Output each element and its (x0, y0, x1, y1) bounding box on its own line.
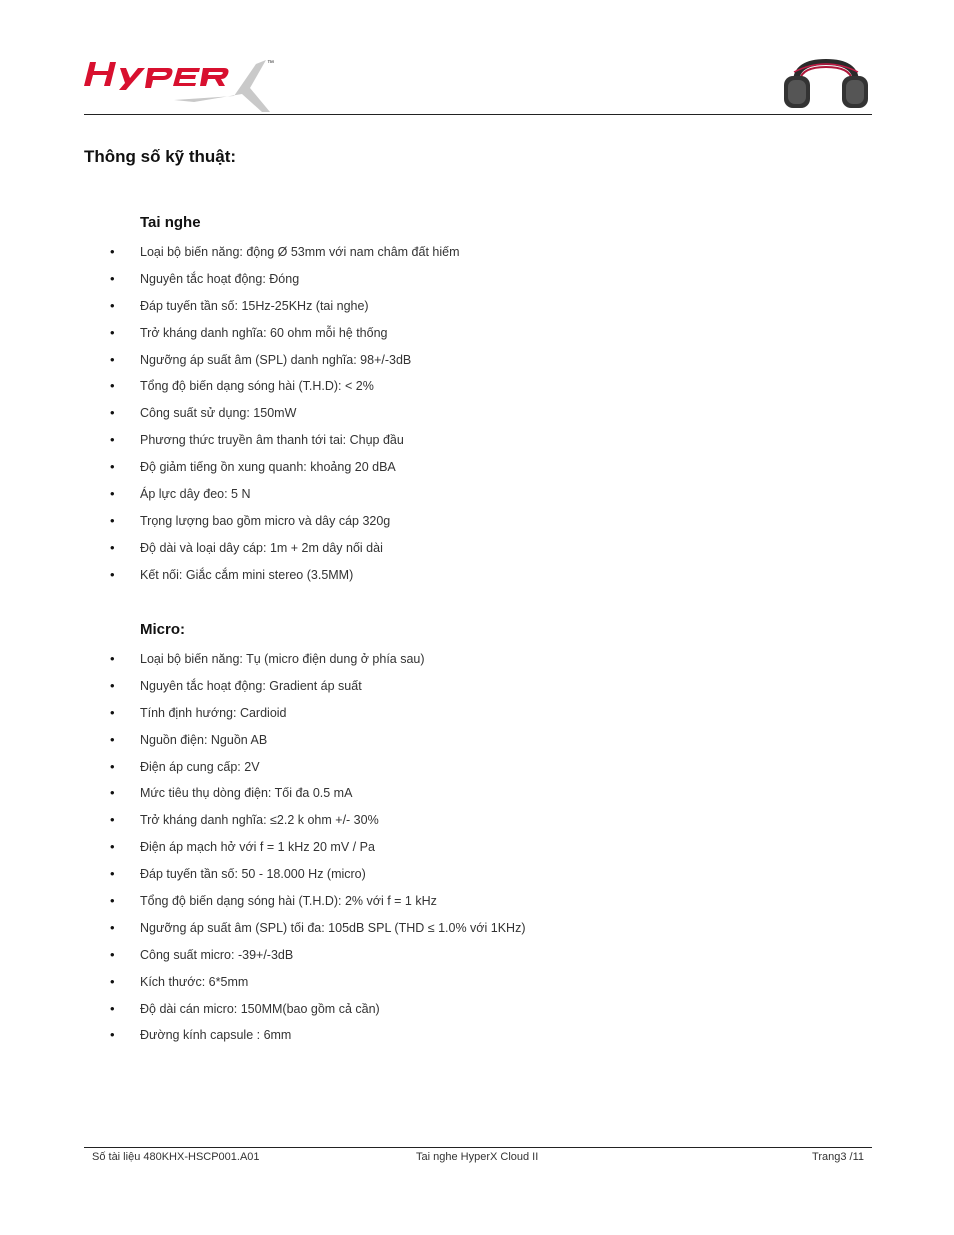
spec-item (110, 758, 526, 785)
spec-item (110, 973, 526, 1000)
bullet-icon: • (110, 973, 115, 989)
bullet-icon: • (110, 244, 115, 259)
bullet-icon: • (110, 432, 115, 448)
spec-item (110, 458, 460, 485)
spec-item (110, 784, 526, 811)
spec-text: Công suất micro: -39+/-3dB (140, 947, 294, 962)
spec-item (110, 377, 460, 404)
footer-doc-number: Số tài liệu 480KHX-HSCP001.A01 (92, 1151, 260, 1163)
spec-text: Loại bộ biến năng: động Ø 53mm với nam châm đất hiếm (140, 245, 460, 259)
bullet-icon: • (110, 651, 115, 666)
spec-item (110, 838, 526, 865)
bullet-icon: • (110, 866, 115, 882)
bullet-icon: • (110, 839, 115, 855)
spec-item (110, 243, 460, 270)
spec-item (110, 650, 526, 677)
spec-text: Công suất sử dụng: 150mW (140, 406, 297, 421)
bullet-icon: • (110, 919, 115, 935)
spec-text: Loại bộ biến năng: Tụ (micro điện dung ở phía sau) (140, 652, 425, 666)
spec-item (110, 865, 526, 892)
spec-item (110, 297, 460, 324)
spec-text: Phương thức truyền âm thanh tới tai: Chụp đầu (140, 433, 404, 448)
spec-text: Nguyên tắc hoạt động: Đóng (140, 271, 300, 286)
spec-item (110, 946, 526, 973)
spec-text: Độ dài và loại dây cáp: 1m + 2m dây nối dài (140, 540, 383, 555)
spec-text: Áp lực dây đeo: 5 N (140, 487, 251, 502)
spec-item (110, 811, 526, 838)
bullet-icon: • (110, 893, 115, 909)
spec-item (110, 539, 460, 566)
bullet-icon: • (110, 1027, 115, 1043)
bullet-icon: • (110, 459, 115, 475)
spec-text: Trọng lượng bao gồm micro và dây cáp 320g (140, 513, 391, 528)
spec-item (110, 677, 526, 704)
spec-item (110, 324, 460, 351)
spec-item (110, 704, 526, 731)
spec-item (110, 566, 460, 593)
microphone-spec-list (110, 650, 526, 1053)
bullet-icon: • (110, 512, 115, 528)
footer-page-number: Trang3 /11 (812, 1151, 864, 1163)
logo-wordmark (84, 62, 229, 90)
bullet-icon: • (110, 946, 115, 962)
spec-item (110, 404, 460, 431)
bullet-icon: • (110, 297, 115, 313)
section-title-microphone: Micro: (140, 621, 185, 638)
bullet-icon: • (110, 704, 115, 720)
spec-text: Ngưỡng áp suất âm (SPL) danh nghĩa: 98+/-3dB (140, 352, 412, 367)
spec-text: Trở kháng danh nghĩa: ≤2.2 k ohm +/- 30% (140, 813, 379, 828)
spec-text: Mức tiêu thụ dòng điện: Tối đa 0.5 mA (140, 786, 353, 801)
spec-item (110, 892, 526, 919)
spec-text: Tổng độ biến dạng sóng hài (T.H.D): < 2% (140, 379, 374, 394)
spec-item (110, 731, 526, 758)
spec-text: Đường kính capsule : 6mm (140, 1028, 292, 1043)
bullet-icon: • (110, 1000, 115, 1016)
hyperx-logo (84, 56, 284, 116)
spec-item (110, 270, 460, 297)
bullet-icon: • (110, 486, 115, 502)
footer-product-name: Tai nghe HyperX Cloud II (416, 1151, 539, 1163)
spec-text: Ngưỡng áp suất âm (SPL) tối đa: 105dB SPL (THD ≤ 1.0% với 1KHz) (140, 920, 526, 935)
spec-item (110, 431, 460, 458)
spec-text: Điện áp mạch hở với f = 1 kHz 20 mV / Pa (140, 840, 375, 855)
bullet-icon: • (110, 758, 115, 774)
bullet-icon: • (110, 324, 115, 340)
spec-item (110, 512, 460, 539)
spec-item (110, 351, 460, 378)
header-divider (84, 114, 872, 115)
spec-text: Độ giảm tiếng ồn xung quanh: khoảng 20 dBA (140, 460, 396, 475)
bullet-icon: • (110, 378, 115, 394)
spec-text: Tính định hướng: Cardioid (140, 705, 287, 720)
headset-image (780, 58, 872, 112)
spec-text: Đáp tuyến tần số: 15Hz-25KHz (tai nghe) (140, 298, 369, 313)
section-title-headphones: Tai nghe (140, 214, 201, 231)
spec-item (110, 1000, 526, 1027)
spec-text: Đáp tuyến tần số: 50 - 18.000 Hz (micro) (140, 867, 366, 882)
bullet-icon: • (110, 351, 115, 367)
bullet-icon: • (110, 270, 115, 286)
spec-text: Độ dài cán micro: 150MM(bao gồm cả cần) (140, 1001, 380, 1016)
footer-divider (84, 1147, 872, 1148)
spec-text: Kích thước: 6*5mm (140, 974, 249, 989)
spec-item (110, 1026, 526, 1053)
spec-text: Tổng độ biến dạng sóng hài (T.H.D): 2% với f = 1 kHz (140, 894, 437, 909)
bullet-icon: • (110, 731, 115, 747)
spec-item (110, 485, 460, 512)
spec-text: Trở kháng danh nghĩa: 60 ohm mỗi hệ thống (140, 325, 388, 340)
spec-text: Nguyên tắc hoạt động: Gradient áp suất (140, 678, 362, 693)
bullet-icon: • (110, 566, 115, 582)
bullet-icon: • (110, 539, 115, 555)
bullet-icon: • (110, 677, 115, 693)
headphones-spec-list (110, 243, 460, 593)
bullet-icon: • (110, 785, 115, 801)
spec-text: Nguồn điện: Nguồn AB (140, 732, 268, 747)
trademark: ™ (267, 60, 274, 67)
bullet-icon: • (110, 812, 115, 828)
spec-item (110, 919, 526, 946)
page-title: Thông số kỹ thuật: (84, 147, 237, 166)
spec-text: Kết nối: Giắc cắm mini stereo (3.5MM) (140, 567, 354, 582)
bullet-icon: • (110, 405, 115, 421)
spec-text: Điện áp cung cấp: 2V (140, 759, 260, 774)
